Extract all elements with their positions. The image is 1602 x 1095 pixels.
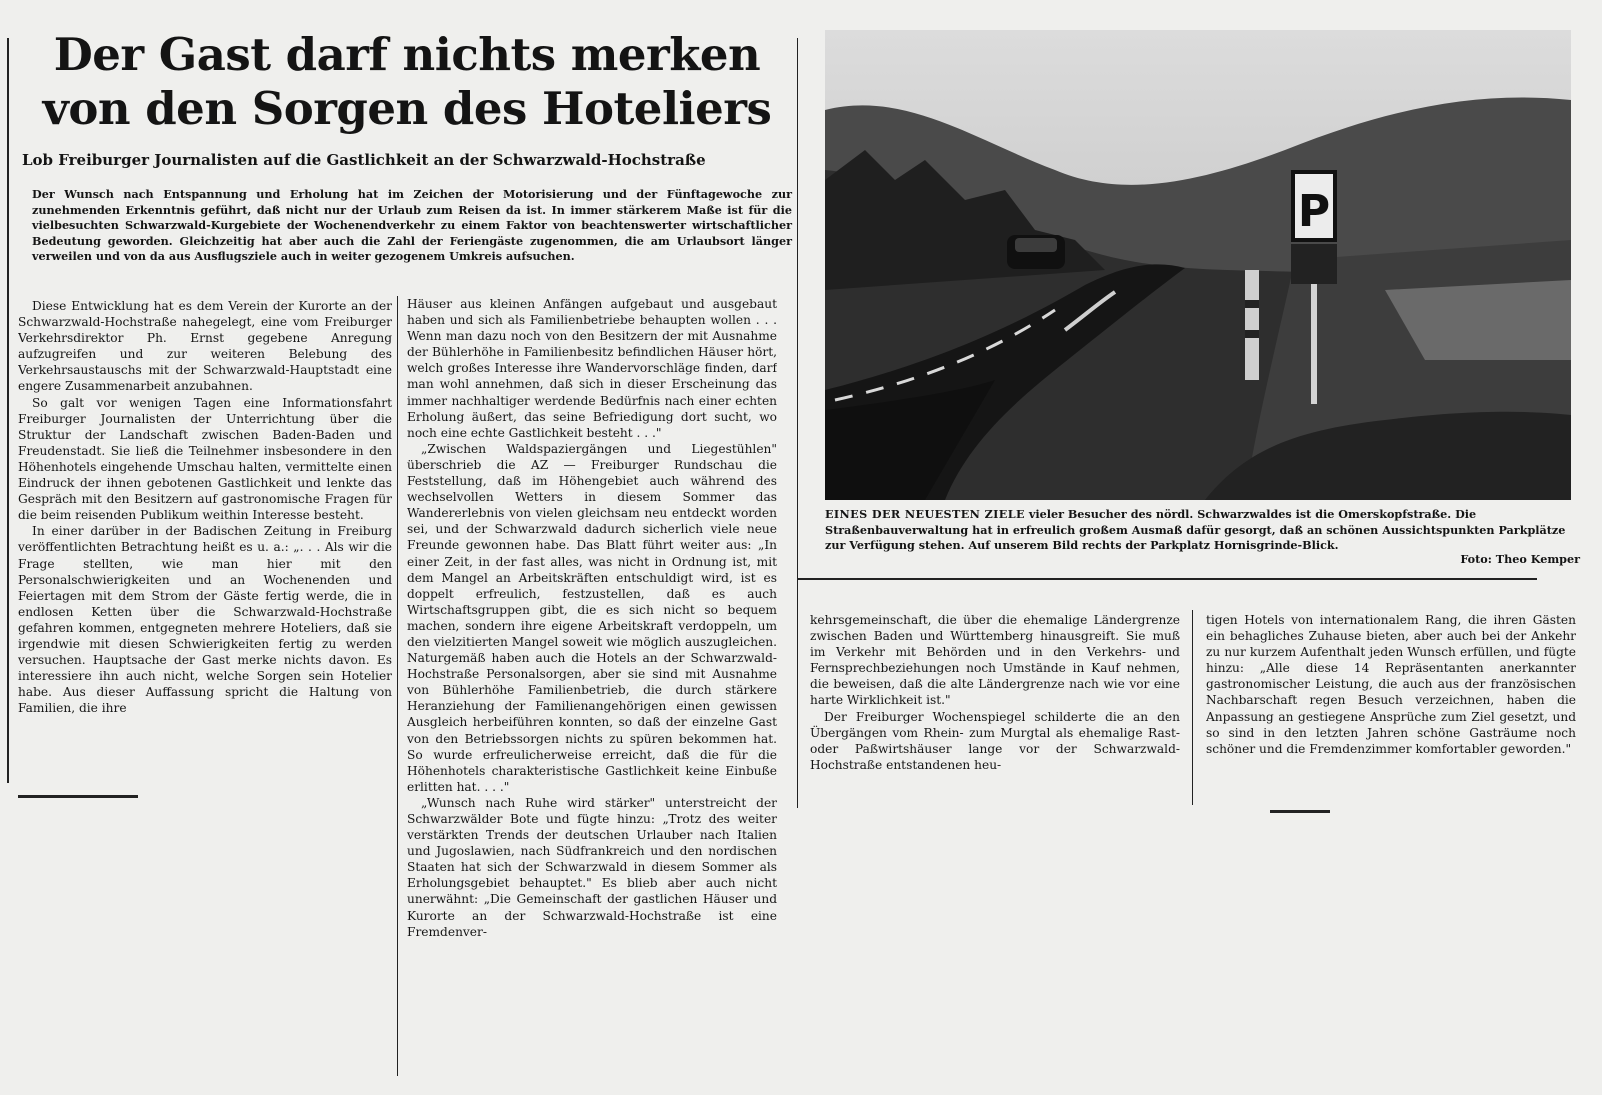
photo-caption	[825, 507, 1577, 554]
news-photo	[825, 30, 1571, 500]
body-paragraph: Diese Entwicklung hat es dem Verein der Kurorte an der Schwarzwald-Hochstraße nahegelegt, eine vom Freiburger Verkehrsdirektor Ph. Ernst gegebene Anregung aufzugreifen und zur weiteren Belebung des Verkehrsaustauschs mit der Schwarzwald-Hauptstadt eine engere Zusammenarbeit anzubahnen.	[18, 299, 392, 394]
body-column-3	[810, 612, 1180, 802]
body-paragraph: Der Freiburger Wochenspiegel schilderte die an den Übergängen vom Rhein- zum Murgtal als ehemalige Rast- oder Paßwirtshäuser lange vor der Schwarzwald-Hochstraße entstandenen heu-	[810, 709, 1180, 772]
road-scene-illustration	[825, 30, 1571, 500]
column-rule-1	[397, 296, 398, 1076]
photo-section-rule	[797, 578, 1537, 580]
article-bottom-rule-right	[1270, 810, 1330, 813]
headline-line-1: Der Gast darf nichts merken	[53, 28, 761, 81]
body-column-4	[1206, 612, 1576, 802]
headline	[22, 28, 792, 136]
body-paragraph: „Zwischen Waldspaziergängen und Liegestühlen" überschrieb die AZ — Freiburger Rundschau die Feststellung, daß im Höhengebiet auch während des wechselvollen Wetters in diesem Sommer das Wandererlebnis von vielen gleichsam neu entdeckt worden sei, und der Schwarzwald dadurch sicherlich viele neue Freunde gewonnen habe. Das Blatt führt weiter aus: „In einer Zeit, in der fast alles, was nicht in Ordnung ist, mit dem Mangel an Arbeitskräften entschuldigt wird, ist es doppelt erfreulich, festzustellen, daß es auch Wirtschaftsgruppen gibt, die es sich nicht so bequem machen, sondern ihre eigene Arbeitskraft verdoppeln, um den vielzitierten Mangel soweit wie möglich auszugleichen. Naturgemäß haben auch die Hotels an der Schwarzwald-Hochstraße Personalsorgen, aber sie sind mit Ausnahme von Bühlerhöhe Familienbetrieb, die durch stärkere Heranziehung der Familienangehörigen einen gewissen Ausgleich herbeiführen konnten, so daß der einzelne Gast von den Betriebssorgen nichts zu spüren bekommen hat. So wurde erfreulicherweise erreicht, daß die für die Höhenhotels charakteristische Gastlichkeit keine Einbuße erlitten hat. . . ."	[407, 441, 777, 794]
lead-paragraph: Der Wunsch nach Entspannung und Erholung hat im Zeichen der Motorisierung und der Fünftagewoche zur zunehmenden Erkenntnis geführt, daß nicht nur der Urlaub zum Reisen da ist. In immer stärkerem Maße ist für die vielbesuchten Schwarzwald-Kurgebiete der Wochenendverkehr zu einem Faktor von beachtenswerter wirtschaftlicher Bedeutung geworden. Gleichzeitig hat aber auch die Zahl der Feriengäste zugenommen, die am Urlaubsort länger verweilen und von da aus Ausflugsziele auch in weiter gezogenem Umkreis aufsuchen.	[32, 187, 792, 264]
body-paragraph: „Wunsch nach Ruhe wird stärker" unterstreicht der Schwarzwälder Bote und fügte hinzu: „Trotz des weiter verstärkten Trends der deutschen Urlauber nach Italien und Jugoslawien, nach Südfrankreich und den nordischen Staaten hat sich der Schwarzwald in diesem Sommer als Erholungsgebiet behauptet." Es blieb aber auch nicht unerwähnt: „Die Gemeinschaft der gastlichen Häuser und Kurorte an der Schwarzwald-Hochstraße ist eine Fremdenver-	[407, 795, 777, 939]
subheadline: Lob Freiburger Journalisten auf die Gastlichkeit an der Schwarzwald-Hochstraße	[22, 151, 706, 169]
photo-caption-text: vieler Besucher des nördl. Schwarzwaldes ist die Omerskopfstraße. Die Straßenbauverwaltung hat in erfreulich großem Ausmaß dafür gesorgt, daß an schönen Aussichtspunkten Parkplätze zur Verfügung stehen. Auf unserem Bild rechts der Parkplatz Hornisgrinde-Blick.	[825, 507, 1566, 552]
column-rule-3	[1192, 610, 1193, 805]
left-border-rule	[7, 38, 9, 783]
body-column-1	[18, 298, 392, 776]
body-paragraph: tigen Hotels von internationalem Rang, die ihren Gästen ein behagliches Zuhause bieten, aber auch bei der Ankehr zu nur kurzem Aufenthalt jeden Wunsch erfüllen, und fügte hinzu: „Alle diese 14 Repräsentanten anerkannter gastronomischer Leistung, die auch aus der französischen Nachbarschaft regen Besuch verzeichnen, haben die Anpassung an gestiegene Ansprüche zum Ziel gesetzt, und so sind in den letzten Jahren schöne Gasträume noch schöner und die Fremdenzimmer komfortabler geworden."	[1206, 613, 1576, 756]
body-paragraph: kehrsgemeinschaft, die über die ehemalige Ländergrenze zwischen Baden und Württemberg hinausgreift. Sie muß im Verkehr mit Behörden und in den Verkehrs- und Fernsprechbeziehungen noch Umstände in Kauf nehmen, die beweisen, daß die alte Ländergrenze nach wie vor eine harte Wirklichkeit ist."	[810, 613, 1180, 708]
body-paragraph: In einer darüber in der Badischen Zeitung in Freiburg veröffentlichten Betrachtung heißt es u. a.: „. . . Als wir die Frage stellten, wie man hier mit den Personalschwierigkeiten und an Wochenenden und Feiertagen mit dem Strom der Gäste fertig werde, die in endlosen Ketten über die Schwarzwald-Hochstraße gefahren kommen, entgegneten mehrere Hoteliers, daß sie irgendwie mit diesen Schwierigkeiten fertig zu werden versuchen. Hauptsache der Gast merke nichts davon. Es interessiere ihn auch nicht, welche Sorgen sein Hotelier habe. Aus dieser Auffassung spricht die Haltung von Familien, die ihre	[18, 524, 392, 716]
photo-caption-lead: EINES DER NEUESTEN ZIELE	[825, 507, 1025, 521]
article-bottom-rule-left	[18, 795, 138, 798]
body-paragraph: So galt vor wenigen Tagen eine Informationsfahrt Freiburger Journalisten der Unterrichtung über die Struktur der Landschaft zwischen Baden-Baden und Freudenstadt. Sie ließ die Teilnehmer insbesondere in den Höhenhotels eingehende Umschau halten, vermittelte einen Eindruck der ihnen gebotenen Gastlichkeit und lenkte das Gespräch mit den Besitzern auf gastronomische Fragen für die beim reisenden Publikum weithin Interesse besteht.	[18, 395, 392, 523]
headline-line-2: von den Sorgen des Hoteliers	[42, 82, 772, 135]
body-column-2	[407, 296, 777, 1076]
parking-sign-letter: P	[1297, 186, 1331, 237]
photo-credit: Foto: Theo Kemper	[1460, 552, 1580, 566]
body-paragraph: Häuser aus kleinen Anfängen aufgebaut und ausgebaut haben und sich als Familienbetriebe behaupten wollen . . . Wenn man dazu noch von den Besitzern der mit Ausnahme der Bühlerhöhe in Familienbesitz befindlichen Häuser hört, welch großes Interesse ihre Wandervorschläge finden, darf man wohl annehmen, daß sich in dieser Erscheinung das immer nachhaltiger werdende Bedürfnis nach einer echten Erholung äußert, das seine Befriedigung dort sucht, wo noch eine echte Gastlichkeit besteht . . ."	[407, 297, 777, 440]
